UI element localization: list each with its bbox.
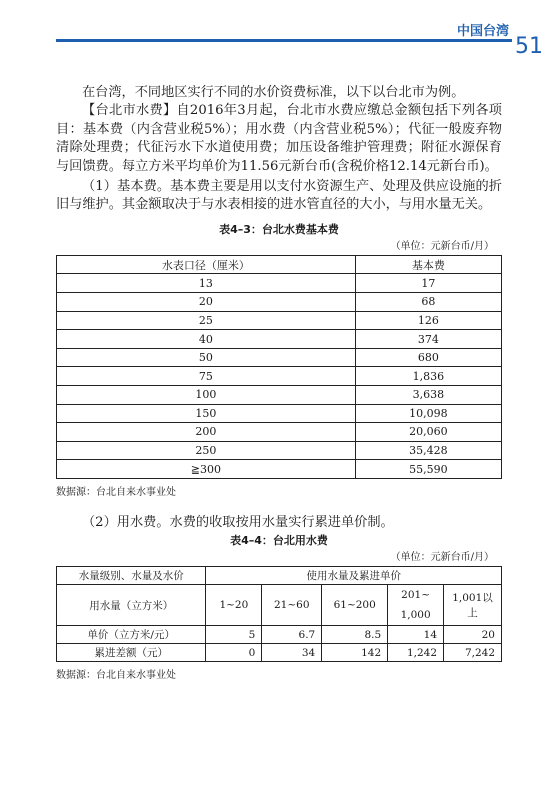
usage-cell: 1~20	[206, 585, 262, 626]
table-row	[57, 567, 502, 585]
meter-size-cell: 75	[57, 367, 356, 386]
diff-cell: 7,242	[444, 644, 502, 662]
basic-fee-cell: 680	[355, 348, 501, 367]
paragraph-1: 在台湾，不同地区实行不同的水价资费标准，以下以台北市为例。	[82, 85, 465, 100]
paragraph-4: （2）用水费。水费的收取按用水量实行累进单价制。	[82, 514, 394, 530]
table-row	[57, 367, 502, 386]
table-row	[57, 460, 502, 479]
meter-size-cell: ≧300	[57, 460, 356, 479]
meter-size-cell: 40	[57, 330, 356, 349]
table-row	[57, 441, 502, 460]
diff-cell: 0	[206, 644, 262, 662]
table1-source: 数据源：台北自来水事业处	[56, 486, 176, 498]
price-cell: 6.7	[262, 626, 322, 644]
meter-size-cell: 100	[57, 386, 356, 405]
page-number: 51	[515, 34, 543, 59]
table-row	[57, 311, 502, 330]
table2-title: 表4–4：台北用水费	[230, 534, 328, 548]
price-cell: 14	[388, 626, 444, 644]
meter-size-cell: 50	[57, 348, 356, 367]
meter-size-cell: 250	[57, 441, 356, 460]
price-cell: 5	[206, 626, 262, 644]
basic-fee-cell: 35,428	[355, 441, 501, 460]
col-header-meter-size: 水表口径（厘米）	[57, 255, 356, 274]
water-usage-fee-table	[56, 566, 502, 662]
diff-cell: 34	[262, 644, 322, 662]
usage-label: 用水量（立方米）	[57, 585, 206, 626]
page-content	[56, 84, 502, 681]
table-row	[57, 626, 502, 644]
table-row	[57, 330, 502, 349]
table1-title: 表4–3：台北水费基本费	[219, 222, 339, 236]
diff-cell: 1,242	[388, 644, 444, 662]
table2-unit: （单位：元新台币/月）	[390, 552, 494, 564]
basic-fee-cell: 55,590	[355, 460, 501, 479]
basic-fee-cell: 68	[355, 293, 501, 312]
usage-cell: 201~ 1,000	[388, 585, 444, 626]
usage-cell: 21~60	[262, 585, 322, 626]
basic-fee-cell: 10,098	[355, 404, 501, 423]
diff-label: 累进差额（元）	[57, 644, 206, 662]
meter-size-cell: 200	[57, 423, 356, 442]
usage-cell: 1,001以上	[444, 585, 502, 626]
table1-unit: （单位：元新台币/月）	[390, 240, 494, 252]
meter-size-cell: 25	[57, 311, 356, 330]
paragraph-3: （1）基本费。基本费主要是用以支付水资源生产、处理及供应设施的折旧与维护。其金额取决于与水表相接的进水管直径的大小，与用水量无关。	[56, 179, 502, 213]
col-header-basic-fee: 基本费	[355, 255, 501, 274]
basic-fee-table	[56, 255, 502, 479]
usage-cell: 61~200	[322, 585, 388, 626]
table-row	[57, 423, 502, 442]
basic-fee-cell: 126	[355, 311, 501, 330]
table2-source: 数据源：台北自来水事业处	[56, 670, 176, 682]
basic-fee-cell: 1,836	[355, 367, 501, 386]
basic-fee-cell: 17	[355, 274, 501, 293]
basic-fee-cell: 3,638	[355, 386, 501, 405]
meter-size-cell: 150	[57, 404, 356, 423]
diff-cell: 142	[322, 644, 388, 662]
table-row	[57, 644, 502, 662]
table-row	[57, 348, 502, 367]
price-label: 单价（立方米/元）	[57, 626, 206, 644]
meter-size-cell: 13	[57, 274, 356, 293]
header-left: 水量级别、水量及水价	[57, 567, 206, 585]
price-cell: 20	[444, 626, 502, 644]
header-right: 使用水量及累进单价	[206, 567, 502, 585]
header-rule	[56, 39, 512, 42]
table-row	[57, 585, 502, 626]
basic-fee-cell: 374	[355, 330, 501, 349]
table-row	[57, 404, 502, 423]
table-header-row	[57, 255, 502, 274]
price-cell: 8.5	[322, 626, 388, 644]
basic-fee-cell: 20,060	[355, 423, 501, 442]
meter-size-cell: 20	[57, 293, 356, 312]
table-row	[57, 274, 502, 293]
table-row	[57, 293, 502, 312]
table-row	[57, 386, 502, 405]
section-title: 中国台湾	[456, 24, 509, 39]
paragraph-2: 【台北市水费】自2016年3月起，台北市水费应缴总金额包括下列各项目：基本费（内含营业税5%）；用水费（内含营业税5%）；代征一般废弃物清除处理费；代征污水下水道使用费；加压设备维护管理费；附征水源保育与回馈费。每立方米平均单价为11.56元新台币(含税价格12.14元新台币)。	[56, 103, 502, 174]
